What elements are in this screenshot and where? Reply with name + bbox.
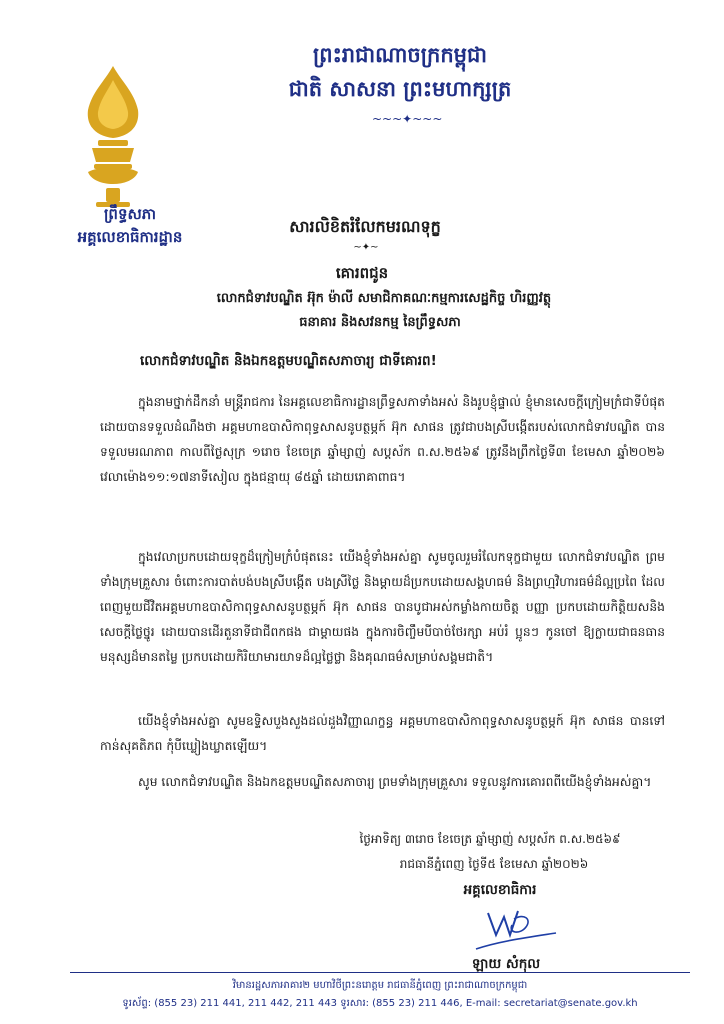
body-paragraph-1	[100, 390, 665, 490]
footer-divider	[70, 972, 690, 973]
national-motto: ជាតិ សាសនា ព្រះមហាក្សត្រ	[288, 76, 512, 101]
body-paragraph-2	[100, 545, 665, 670]
respectfully-to: គោរពជូន	[335, 264, 389, 282]
kingdom-heading: ព្រះរាជាណាចក្រកម្ពុជា	[312, 42, 487, 67]
date-solar: រាជធានីភ្នំពេញ ថ្ងៃទី៥ ខែមេសា ឆ្នាំ២០២៦	[399, 857, 589, 871]
salutation: លោកជំទាវបណ្ឌិត និងឯកឧត្តមបណ្ឌិតសភាចារ្យ ជាទីគោរព!	[140, 353, 437, 369]
institution-name: ព្រឹទ្ធសភា	[103, 205, 157, 223]
footer-contacts: ទូរស័ព្ទ: (855 23) 211 441, 211 442, 211 443 ទូរសារ: (855 23) 211 446, E-mail: secretariat@senate.gov.kh	[122, 998, 638, 1009]
footer-address: វិមានរដ្ឋសភាអាគារ២ មហាវិថីព្រះនរោត្តម រាជធានីភ្នំពេញ ព្រះរាជាណាចក្រកម្ពុជា	[232, 980, 528, 991]
addressee-line-1: លោកជំទាវបណ្ឌិត អ៊ុក ម៉ាលី សមាជិកាគណៈកម្មការសេដ្ឋកិច្ច ហិរញ្ញវត្ថុ	[216, 291, 552, 306]
body-paragraph-3-text: យើងខ្ញុំទាំងអស់គ្នា សូមឧទ្ទិសបួងសួងដល់ដួងវិញ្ញាណក្ខន្ធ អគ្គមហាឧបាសិកាពុទ្ធសាសនូបត្ថម្ភក៍ អ៊ុក សាផន បានទៅកាន់សុគតិភព កុំបីឃ្លៀងឃ្លាតឡើយ។	[100, 714, 665, 753]
addressee-line-2: ធនាគារ និងសវនកម្ម នៃព្រឹទ្ធសភា	[299, 315, 461, 330]
body-paragraph-3	[100, 709, 665, 759]
header-ornament: ~~~✦~~~	[372, 112, 443, 126]
body-paragraph-4	[100, 770, 665, 795]
body-paragraph-4-text: សូម លោកជំទាវបណ្ឌិត និងឯកឧត្តមបណ្ឌិតសភាចារ្យ ព្រមទាំងក្រុមគ្រួសារ ទទួលនូវការគោរពពីយើងខ្ញុំទាំងអស់គ្នា។	[138, 775, 652, 789]
senate-emblem-icon	[78, 62, 148, 210]
body-paragraph-1-text: ក្នុងនាមថ្នាក់ដឹកនាំ មន្ត្រីរាជការ នៃអគ្គលេខាធិការដ្ឋានព្រឹទ្ធសភាទាំងអស់ និងរូបខ្ញុំផ្ទាល់ ខ្ញុំមានសេចក្តីក្រៀមក្រំជាទីបំផុតដោយបានទទួលដំណឹងថា អគ្គមហាឧបាសិកាពុទ្ធសាសនូបត្ថម្ភក៍ អ៊ុក សាផន ត្រូវជាបងស្រីបង្កើតរបស់លោកជំទាវបណ្ឌិត បានទទួលមរណភាព កាលពីថ្ងៃសុក្រ ១រោច ខែចេត្រ ឆ្នាំម្សាញ់ សប្តស័ក ព.ស.២៥៦៩ ត្រូវនឹងព្រឹកថ្ងៃទី៣ ខែមេសា ឆ្នាំ២០២៦ វេលាម៉ោង១១:១៧នាទីសៀល ក្នុងជន្មាយុ ៨៥ឆ្នាំ ដោយរោគាពាធ។	[100, 395, 665, 484]
signer-name: ឡាយ សំកុល	[471, 956, 541, 972]
signer-title: អគ្គលេខាធិការ	[463, 882, 537, 898]
date-lunar: ថ្ងៃអាទិត្យ ៣រោច ខែចេត្រ ឆ្នាំម្សាញ់ សប្តស័ក ព.ស.២៥៦៩	[359, 832, 621, 846]
department-name: អគ្គលេខាធិការដ្ឋាន	[77, 228, 183, 246]
signature-icon	[470, 905, 560, 955]
letter-title: សារលិខិតរំលែកមរណទុក្ខ	[289, 217, 441, 236]
body-paragraph-2-text: ក្នុងវេលាប្រកបដោយទុក្ខដ៏ក្រៀមក្រំបំផុតនេះ យើងខ្ញុំទាំងអស់គ្នា សូមចូលរួមរំលែកទុក្ខជាមួយ លោកជំទាវបណ្ឌិត ព្រមទាំងក្រុមគ្រួសារ ចំពោះការបាត់បង់បងស្រីបង្កើត បងស្រីថ្លៃ និងម្តាយដ៏ប្រកបដោយសង្គហធម៌ និងព្រហ្មវិហារធម៌ដ៏ល្អប្រពៃ ដែលពេញមួយជីវិតអគ្គមហាឧបាសិកាពុទ្ធសាសនូបត្ថម្ភក៍ អ៊ុក សាផន បានបូជាអស់កម្លាំងកាយចិត្ត បញ្ញា ប្រកបដោយកិត្តិយសនិងសេចក្តីថ្លៃថ្នូរ ដោយបានដើរតួនាទីជាជីពកផង ជាម្តាយផង ក្នុងការចិញ្ចឹមបីបាច់ថែរក្សា អប់រំ ប្អូនៗ កូនចៅ ឱ្យក្លាយជាធនធានមនុស្សដ៏មានតម្លៃ ប្រកបដោយកិរិយាមារយាទដ៏ល្អថ្លៃថ្លា និងគុណធម៌សម្រាប់សង្គមជាតិ។	[100, 550, 665, 664]
title-ornament: ~✦~	[353, 242, 379, 253]
